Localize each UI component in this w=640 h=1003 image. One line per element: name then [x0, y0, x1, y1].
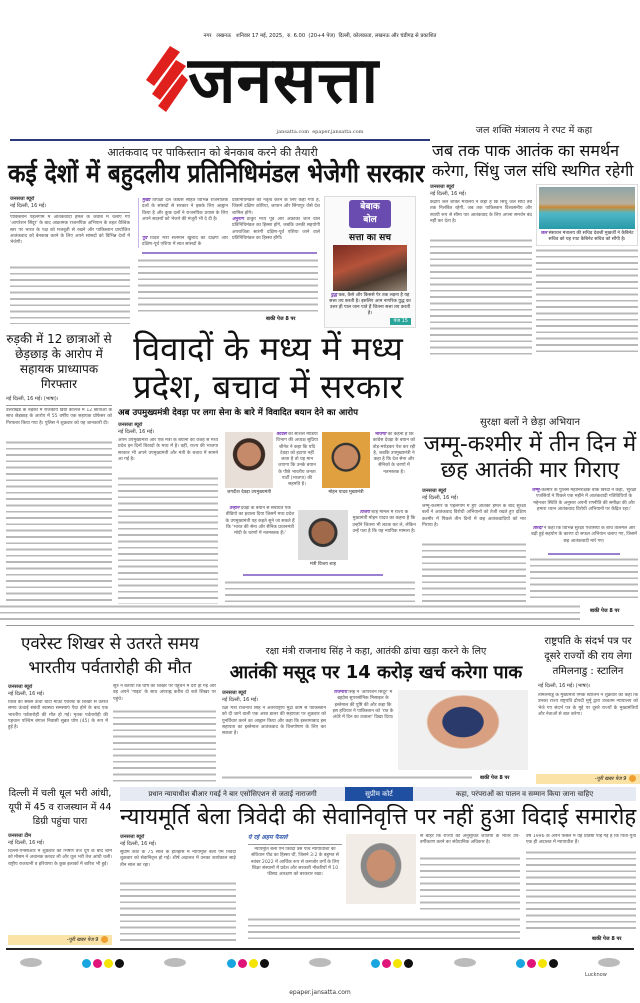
mohan-yadav-photo — [322, 432, 370, 488]
court-body: सुप्रीम कोर्ट के 75 साल के इतिहास में न्यायमूर्ति बेला एम त्रिवेदी शुक्रवार को सेवानिवृत्त हो गईं। शीर्ष अदालत में उनका कार्यकाल साढ़े तीन साल का रहा। — [120, 850, 236, 868]
stalin-body: तमिलनाडु के मुख्यमंत्री एमके स्टालिन ने शुक्रवार को कहा कि उनका राज्य राष्ट्रपति द्रौपदी मुर्मू द्वारा उच्चतम न्यायालय को भेजे गए संदर्भ पत्र के मुद्दे पर दूसरे राज्यों के मुख्यमंत्रियों और नेताओं से बात करेगा। — [538, 693, 638, 717]
byline: जनसत्ता ब्यूरो — [8, 684, 33, 690]
dateline: नई दिल्ली, 16 मई। — [120, 841, 157, 847]
everest-body-2: सूत्र ने बताया कि घोष को शिखर पर पहुंचने में देरी हो गई और वह अपने 'गाइड' के साथ अपराह्न करीब दो बजे शिखर पर पहुंचे। — [113, 684, 216, 702]
masood-body: रक्षा मंत्री राजनाथ सिंह ने अंतरराष्ट्रीय मुद्रा कोष से पाकिस्तान को दी जाने वाली एक अरब डालर की सहायता पर शुक्रवार को पुनर्विचार करने का आह्वान किया और कहा कि इस्लामाबाद इस सहायता का इस्तेमाल आतंकवाद के वित्तपोषण के लिए कर सकता है। — [222, 706, 326, 737]
jk-kicker: सुरक्षा बलों ने छेड़ा अभियान — [479, 417, 581, 428]
lead-headline[interactable]: कई देशों में बहुदलीय प्रतिनिधिमंडल भेजेगी सरकार — [8, 159, 425, 189]
byline: जनसत्ता ब्यूरो — [422, 488, 447, 494]
delhi-headline[interactable]: दिल्ली में चली धूल भरी आंधी, यूपी में 45 व राजस्थान में 44 डिग्री पहुंचा पारा — [8, 788, 112, 827]
continued[interactable]: बाकी पेज 8 पर — [262, 316, 295, 322]
rajnath-photo — [398, 690, 528, 770]
jk-quote-box: जम्मू-कश्मीर के पुलिस महानिरीक्षक वीके बिरदी ने कहा, 'सुरक्षा एजंसियों ने पिछले एक महीने में आतंकवादी गतिविधियों के मद्देनजर स्थिति के अनुसार अपनी रणनीति की समीक्षा की और हमारा ध्यान आतंकवाद विरोधी अभियानों पर केंद्रित रहा।' — [531, 488, 637, 512]
lead-body-col2: मुख्य विपक्षी दल कांग्रेस सहित विभिन्न राजनीतिक दलों के सांसदों से सरकार ने इसके लिए आह्वान किया है और कुछ दलों ने राजनयिक प्रयास के लिए अपने सदस्यों को भेजने की मंजूरी भी दे दी है। — [142, 198, 228, 222]
vijay-shah-caption: मंत्री विजय शाह — [310, 562, 336, 567]
indus-river-photo — [539, 187, 635, 229]
devda-caption: जगदीश देवड़ा उपमुख्यमंत्री — [226, 490, 271, 495]
stalin-ref[interactable]: -पूरी खबर पेज 9 — [536, 774, 640, 784]
everest-headline[interactable]: एवरेस्ट शिखर से उतरते समय भारतीय पर्वतारोही की मौत — [20, 634, 200, 678]
mp-subhead: अब उपमुख्यमंत्री देवड़ा पर लगा सेना के बारे में विवादित बयान देने का आरोप — [118, 408, 359, 418]
mp-body: अपने उपमुख्यमंत्री और एक मंत्री के बयानों की वजह से मध्य प्रदेश इन दिनों विवादों के मध्य में है। वहीं, राज्य की भाजपा सरकार भी अपने उपमुख्यमंत्री और मंत्री के बचाव में सामने आ गई है। — [118, 438, 218, 462]
devda-photo — [225, 432, 273, 488]
dateline: नई दिल्ली, 16 मई। (भाषा)। — [6, 396, 59, 402]
bebak-badge: बेबाक बोल — [349, 200, 391, 228]
registration-marks — [0, 953, 640, 972]
stalin-headline[interactable]: राष्ट्रपति के संदर्भ पत्र पर दूसरे राज्यों की राय लेगा तमिलनाडु : स्टालिन — [544, 636, 632, 677]
jk-body: जम्मू-कश्मीर के पहलगाम में हुए आतंकी हमले के बाद सुरक्षा बलों ने आतंकवाद विरोधी अभियानों को तेजी रखते हुए दक्षिण कश्मीर में पिछले तीन दिनों में छह आतंकवादियों को मार गिराया है। — [422, 504, 526, 528]
indus-kicker: जल शक्ति मंत्रालय ने रपट में कहा — [475, 125, 593, 136]
masthead-logo — [140, 42, 510, 118]
vijay-shah-photo — [298, 510, 348, 560]
dateline: नई दिल्ली, 16 मई। (भाषा)। — [538, 683, 591, 689]
quote-devda: उन्होंने देवड़ा के बयान से संबंधित एक वीडियो का हवाला दिया जिसमें मध्य प्रदेश के उपमुख्यमंत्री यह कहते सुने जा सकते हैं कि 'भारत की सेना और सैनिक प्रधानमंत्री मोदी के चरणों में नतमस्तक हैं।' — [225, 506, 295, 537]
jk-headline[interactable]: जम्मू-कश्मीर में तीन दिन में छह आतंकी मार गिराए — [423, 432, 637, 483]
dateline: नई दिल्ली, 16 मई। — [118, 429, 155, 435]
edition-label: Lucknow — [585, 972, 607, 978]
court-body-3: से बाहर कि राज्यों को अनुसूचित जातियों के भीतर उप-वर्गीकरण करने का संवैधानिक अधिकार है। — [420, 834, 520, 846]
court-body-4: वर्ष 1996 के अपने फैसले में यह प्रतिष्ठा पाई गई है कि पिता-पुत्री एक ही अदालत में न्यायाधीश हैं। — [526, 834, 636, 846]
bebak-caption: युद्ध कब, कैसे और किससे पेर तक लड़ना है यह सत्ता तय करती है। इसलिए आम नागरिक युद्ध का उत्तर ही पाल जान पाते हैं जितना सत्ता तय करती है। — [329, 293, 411, 316]
lead-body-col3b: अनुराग ठाकुर मध्य पूर्व और अफ्रीका जाने वाले प्रतिनिधिमंडल का हिस्सा होंगे, जबकि उनकी सहयोगी अपराजिता सारंगी दक्षिण-पूर्व एशिया जाने वाले प्रतिनिधिमंडल का हिस्सा होंगी। — [232, 217, 320, 241]
bebak-bol-box[interactable] — [324, 196, 416, 328]
lead-body: पाकिस्तान पहलगाम में आतंकवादी हमले के जवाब में चलाए गए 'आपरेशन सिंदूर' के बाद आक्रामक राजनयिक अभियान के तहत वैश्विक स्तर पर भारत के पक्ष को मजबूती से रखने और पाकिस्तान प्रायोजित आतंकवाद को बेनकाब करने के लिए अपने सांसदों को विभिन्न देशों में भेजेगी। — [10, 215, 130, 246]
masood-kicker: रक्षा मंत्री राजनाथ सिंह ने कहा, आतंकी ढांचा खड़ा करने के लिए — [265, 646, 487, 657]
web-links[interactable]: jansatta.com epaper.jansatta.com — [276, 129, 364, 135]
jk-quote-box-2: बिरदी ने कहा कि विभिन्न सुरक्षा एजंसियों के बीच तालमेल और बढ़ी हुई सहयोग के कारण दो सफल अभियान चलाए गए, जिसमें छह आतंकवादी मारे गए। — [531, 526, 637, 544]
roorkee-body: उत्तराखंड के रुड़की में राजकीय डिग्री कालेज में 12 छात्राओं के साथ छेड़छाड़ के आरोप में 55 वर्षीय एक सहायक प्रोफेसर को गिरफ्तार किया गया है। पुलिस ने शुक्रवार को यह जानकारी दी। — [6, 408, 112, 426]
dateline: नई दिल्ली, 16 मई। — [8, 840, 45, 846]
quote-vijay-shah: विजय शाह मामले में राज्य के मुख्यमंत्री मोहन यादव का कहना है कि उन्होंने जितना भी लटक कर ले, लेकिन उन्हें पता है कि यह न्यायिक मामला है। — [352, 510, 416, 534]
indus-headline[interactable]: जब तक पाक आतंक का समर्थन करेगा, सिंधु जल संधि स्थगित रहेगी — [432, 141, 634, 180]
dateline: नई दिल्ली, 16 मई। — [8, 691, 45, 697]
logo-flame-icon — [140, 42, 188, 114]
court-strap — [120, 787, 636, 801]
indus-caption: जल संसाधन मंत्रालय की सचिव देबश्री मुखर्जी ने कैबिनेट सचिव को यह रपट कैबिनेट सचिव को सौंपी है। — [540, 231, 634, 242]
mp-headline[interactable]: विवादों के मध्य में मध्य प्रदेश, बचाव में सरकार — [132, 330, 404, 406]
dateline: नई दिल्ली, 16 मई। — [10, 203, 47, 209]
byline: जनसत्ता ब्यूरो — [222, 690, 247, 696]
indus-photo-box — [536, 184, 638, 246]
page-ref-badge[interactable]: पेज 15 — [390, 318, 411, 325]
lead-kicker: आतंकवाद पर पाकिस्तान को बेनकाब करने की तैयारी — [107, 146, 318, 159]
logo-text: जनसत्ता — [188, 44, 380, 118]
continued[interactable]: बाकी पेज 8 पर — [480, 775, 510, 781]
everest-body: विश्व की सबसे ऊंची चोटी माउंट एवरेस्ट के शिखर से उतरते समय ऊंचाई संबंधी स्वास्थ्य समस्याएं पैदा होने के बाद एक भारतीय पर्वतारोही की मौत हो गई। मृतक पर्वतारोही की पहचान पश्चिम बंगाल निवासी सुब्रत घोष (45) के रूप में हुई है। — [8, 700, 108, 731]
mohan-caption: मोहन यादव मुख्यमंत्री — [328, 490, 364, 495]
delhi-body: दिल्ली-एनसीआर में शुक्रवार को भिषण तेज धूप के बाद शाम को मौसम ने अचानक करवट ली और धूल भरी तेज आंधी चली। राष्ट्रीय राजधानी व हरियाणा के कुछ इलाकों में बारिश भी हुई। — [8, 849, 112, 867]
masood-headline[interactable]: आतंकी मसूद पर 14 करोड़ खर्च करेगा पाक — [229, 662, 523, 683]
lead-divider — [142, 252, 317, 254]
key-verdicts-box: ये रहे अहम फैसले न्यायमूर्ति बेला एम त्रिवेदी उस पांच न्यायाधीशों की संविधान पीठ का हिस्सा थीं, जिसने 3:2 के बहुमत से नवंबर 2022 में आर्थिक रूप से कमजोर वर्गों के लिए शिक्षा संस्थानों में प्रवेश और सरकारी नौकरियों में 10 फीसद आरक्षण को बरकरार रखा। — [248, 834, 342, 914]
byline: जनसत्ता ब्यूरो — [120, 834, 145, 840]
byline: जनसत्ता ब्यूरो — [430, 184, 455, 190]
lead-body-col2b: पूर्व विदेश मंत्री सलमान खुर्शीद को दक्षिण और दक्षिण-पूर्व एशिया में सात सांसदों के — [142, 236, 228, 248]
footer-site[interactable]: epaper.jansatta.com — [289, 989, 351, 996]
dateline: नई दिल्ली, 16 मई। — [222, 697, 259, 703]
indus-body: केंद्रीय जल शक्ति मंत्रालय ने कहा है कि सिंधु जल संधि तब तक निलंबित रहेगी, जब तक पाकिस्तान विश्वसनीय और स्थायी रूप से सीमा पार आतंकवाद के लिए अपना समर्थन बंद नहीं कर देता है। — [430, 200, 532, 224]
byline: जनसत्ता टीम — [8, 833, 32, 839]
continued[interactable]: बाकी पेज 8 पर — [592, 936, 622, 942]
dateline: नगर लखनऊ शनिवार 17 मई, 2025, रु. 6.00 (20+4 पेज) दिल्ली, कोलकाता, लखनऊ और चंडीगढ़ से प्रकाशित — [203, 33, 437, 39]
quote-bjp: भाजपा का कहना है कि कांग्रेस देवड़ा के बयान को तोड़-मरोड़कर पेश कर रही है, जबकि उपमुख्यमंत्री ने कहा है कि देश सेना और सैनिकों के चरणों में नतमस्तक है। — [372, 432, 416, 475]
bebak-title: सत्ता का सच — [349, 233, 391, 243]
rajnath-quote: राजनाथ सिंह ने 'आपरेशन सिंदूर' में ब्रह्मोस सुपरसोनिक मिसाइल के इस्तेमाल की पुष्टि की और कहा कि इस हथियार ने पाकिस्तान को 'रात के अंधेरे में दिन का उजाला' दिखा दिया। — [332, 690, 394, 721]
strap-left: प्रधान न्यायाधीश बीआर गवई ने बार एसोसिएशन से जताई नाराजगी — [148, 789, 317, 798]
dateline: नई दिल्ली, 16 मई। — [422, 495, 459, 501]
bela-trivedi-photo — [346, 834, 416, 904]
supreme-court-tag: सुप्रीम कोर्ट — [345, 787, 413, 801]
byline: जनसत्ता ब्यूरो — [10, 196, 35, 202]
court-headline[interactable]: न्यायमूर्ति बेला त्रिवेदी की सेवानिवृत्ति पर नहीं हुआ विदाई समारोह — [120, 804, 637, 830]
quote-congress: कांग्रेस की सोशल मीडिया विभाग की अध्यक्ष सुप्रिया श्रीनेत ने कहा कि यदि देवड़ा को हटाया नहीं जाता है तो यह मान जाएगा कि उनके बयान के पीछे भारतीय जनता पार्टी (भाजपा) की सहमति है। — [276, 432, 318, 488]
strap-right: कहा, परंपराओं का पालन व सम्मान किया जाना चाहिए — [455, 789, 594, 798]
continued[interactable]: बाकी पेज 8 पर — [590, 608, 620, 614]
delhi-ref[interactable]: -पूरी खबर पेज 9 — [8, 935, 112, 945]
roorkee-headline[interactable]: रुड़की में 12 छात्राओं से छेड़छाड़ के आरोप में सहायक प्राध्यापक गिरफ्तार — [6, 332, 112, 391]
bebak-photo — [333, 245, 407, 291]
byline: जनसत्ता ब्यूरो — [118, 422, 143, 428]
lead-body-col3: प्रतिनिधिमंडल का नेतृत्व करने के लिए कहा गया है, जिसमें दक्षिण कोरिया, जापान और सिंगापुर जैसे देश शामिल होंगे। — [232, 198, 320, 216]
dateline: नई दिल्ली, 16 मई। — [430, 191, 467, 197]
